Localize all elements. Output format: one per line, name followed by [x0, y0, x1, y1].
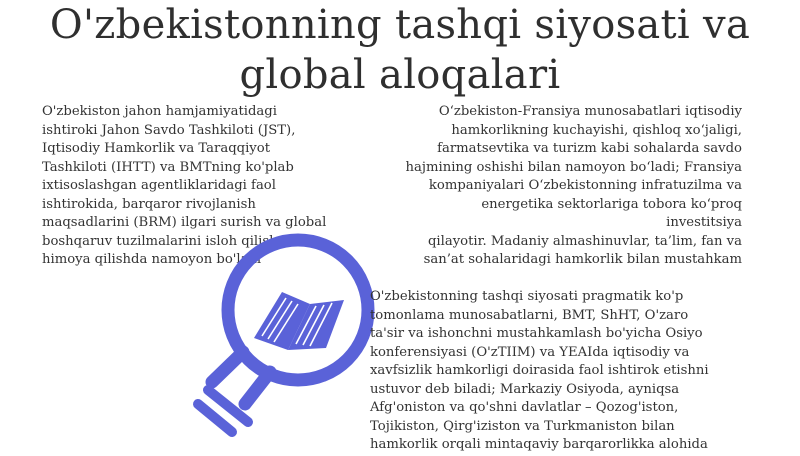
- book-icon: [254, 292, 344, 350]
- paragraph-france-relations: O‘zbekiston-Fransiya munosabatlari iqtisodiy hamkorlikning kuchayishi, qishloq xo‘jaligi, farmatsevtika va turizm kabi sohalarda savdo hajmining oshishi bilan namoyon bo‘ladi; Fransiya kompaniyalari O‘zbekistonning infratuzilma va energetika sektorlariga tobora ko‘proq investitsiya qilayotir. Madaniy almashinuvlar, ta’lim, fan va san’at sohalaridagi hamkorlik bilan mustahkam: [405, 104, 742, 267]
- bulb-neck-top: [212, 352, 243, 382]
- paragraph-foreign-policy: O'zbekistonning tashqi siyosati pragmatik ko'p tomonlama munosabatlarni, BMT, ShHT, O'zaro ta'sir va ishonchni mustahkamlash bo'yicha Osiyo konferensiyasi (O'zTIIM) va YEAIda iqtisodiy va xavfsizlik hamkorligi doirasida faol ishtirok etishni ustuvor deb biladi; Markaziy Osiyoda, ayniqsa Afg'oniston va qo'shni davlatlar – Qozog'iston, Tojikiston, Qirg'iziston va Turkmaniston bilan hamkorlik orqali mintaqaviy barqarorlikka alohida: [370, 289, 709, 452]
- page-title: O'zbekistonning tashqi siyosati va global aloqalari: [49, 2, 751, 98]
- lightbulb-book-icon: [150, 232, 400, 452]
- paragraph-global-participation: O'zbekiston jahon hamjamiyatidagi ishtiroki Jahon Savdo Tashkiloti (JST), Iqtisodiy Hamkorlik va Taraqqiyot Tashkiloti (IHTT) va BMTning ko'plab ixtisoslashgan agentliklaridagi faol ishtirokida, barqaror rivojlanish maqsadlarini (BRM) ilgari surish va global boshqaruv tuzilmalarini isloh qilishni himoya qilishda namoyon bo'ladi: [42, 104, 327, 267]
- lightbulb-book-illustration: [150, 232, 400, 452]
- bulb-neck-bottom: [245, 372, 270, 404]
